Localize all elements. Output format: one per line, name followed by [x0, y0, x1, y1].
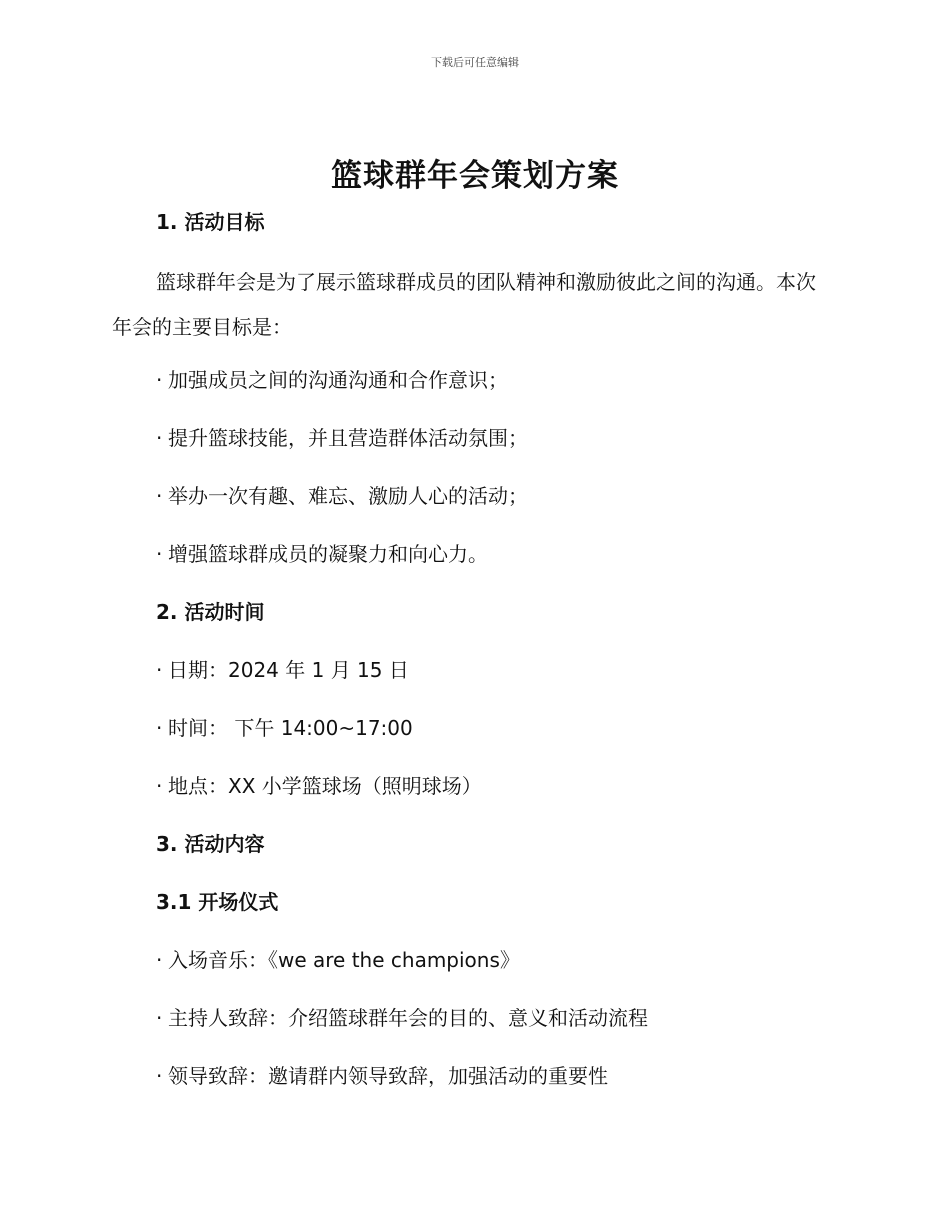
page-header-note: 下载后可任意编辑 [431, 56, 519, 69]
time-bullet-text: 时间： 下午 14:00~17:00 [168, 716, 413, 740]
goal-bullet-text: 增强篮球群成员的凝聚力和向心力。 [168, 542, 488, 566]
bullet-marker: · [156, 368, 163, 392]
bullet-marker: · [156, 948, 163, 972]
goal-bullet-item [112, 360, 832, 418]
time-bullet-item [112, 650, 832, 708]
bullet-marker: · [156, 1006, 163, 1030]
opening-bullet-item [112, 1056, 832, 1114]
goal-bullet-item [112, 418, 832, 476]
time-bullet-item [112, 708, 832, 766]
time-bullet-item [112, 766, 832, 824]
bullet-marker: · [156, 1064, 163, 1088]
goal-bullet-item [112, 476, 832, 534]
goal-bullet-text: 举办一次有趣、难忘、激励人心的活动； [168, 484, 528, 508]
opening-bullet-item [112, 940, 832, 998]
opening-bullet-item [112, 998, 832, 1056]
bullet-marker: · [156, 484, 163, 508]
bullet-marker: · [156, 716, 163, 740]
opening-bullet-text: 主持人致辞：介绍篮球群年会的目的、意义和活动流程 [168, 1006, 648, 1030]
time-bullet-text: 日期：2024 年 1 月 15 日 [168, 658, 409, 682]
goal-bullet-text: 提升篮球技能，并且营造群体活动氛围； [168, 426, 528, 450]
opening-bullet-text: 领导致辞：邀请群内领导致辞，加强活动的重要性 [168, 1064, 608, 1088]
time-bullet-text: 地点：XX 小学篮球场（照明球场） [168, 774, 482, 798]
section-heading-content: 3. 活动内容 [156, 832, 265, 856]
section-heading-goals: 1. 活动目标 [156, 210, 265, 234]
bullet-marker: · [156, 426, 163, 450]
opening-bullet-text: 入场音乐：《we are the champions》 [168, 948, 520, 972]
bullet-marker: · [156, 542, 163, 566]
section-heading-time: 2. 活动时间 [156, 600, 265, 624]
document-title: 篮球群年会策划方案 [331, 158, 619, 194]
bullet-marker: · [156, 774, 163, 798]
goal-bullet-item [112, 534, 832, 592]
bullet-marker: · [156, 658, 163, 682]
document-body [112, 202, 832, 1114]
goal-bullet-text: 加强成员之间的沟通沟通和合作意识； [168, 368, 508, 392]
goals-intro-paragraph: 篮球群年会是为了展示篮球群成员的团队精神和激励彼此之间的沟通。本次年会的主要目标是： [112, 270, 816, 339]
subsection-heading-opening: 3.1 开场仪式 [156, 890, 279, 914]
